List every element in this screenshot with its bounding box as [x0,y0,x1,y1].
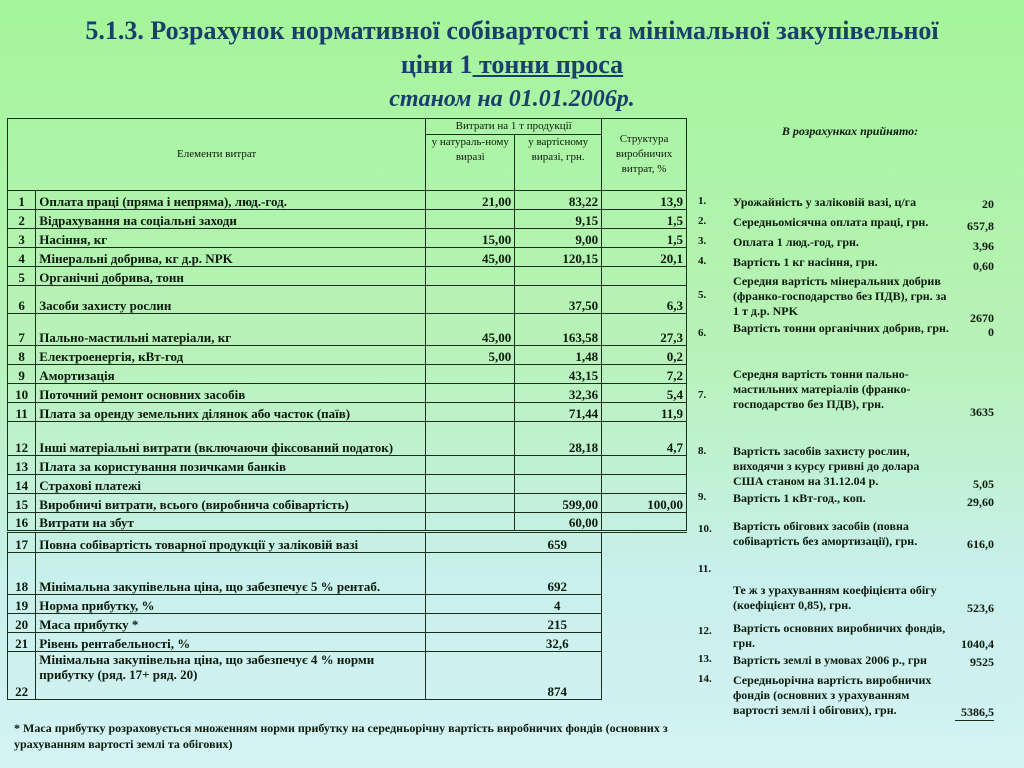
assumption-value: 616,0 [967,537,994,551]
row-natural: 45,00 [426,314,515,346]
assumption-text: Вартість тонни органічних добрив, грн. [733,321,949,335]
table-row [8,652,687,700]
row-number: 15 [8,494,36,513]
table-row [8,403,687,422]
row-percent: 13,9 [602,191,687,210]
row-natural [426,210,515,229]
row-number: 22 [8,652,36,700]
row-name: Витрати на збут [36,513,426,532]
table-row [8,633,687,652]
title-line-2-underlined: тонни проса [472,50,624,79]
assumption-number: 1. [698,195,707,207]
row-value: 163,58 [515,314,602,346]
row-natural [426,475,515,494]
table-row [8,229,687,248]
row-number: 4 [8,248,36,267]
row-name: Пально-мастильні матеріали, кг [36,314,426,346]
assumption-value: 0,60 [973,259,994,273]
assumption-number: 4. [698,255,707,267]
assumption-number: 9. [698,491,707,503]
row-number: 11 [8,403,36,422]
row-value [515,267,602,286]
row-number: 14 [8,475,36,494]
row-value: 28,18 [515,422,602,456]
row-name: Амортизація [36,365,426,384]
table-row [8,553,687,595]
row-value [515,475,602,494]
assumption-value: 29,60 [967,495,994,509]
row-natural [426,384,515,403]
row-natural [426,494,515,513]
row-name: Плата за оренду земельних ділянок або часток (паїв) [36,403,426,422]
row-percent: 5,4 [602,384,687,403]
table-row [8,456,687,475]
row-number: 3 [8,229,36,248]
row-name: Засоби захисту рослин [36,286,426,314]
row-name: Інші матеріальні витрати (включаючи фіксований податок) [36,422,426,456]
row-number: 2 [8,210,36,229]
row-percent [602,267,687,286]
row-name: Рівень рентабельності, % [36,633,426,652]
header-natural: у натураль-ному виразі [426,135,515,191]
row-natural [426,456,515,475]
assumption-text: Середньомісячна оплата праці, грн. [733,215,929,229]
row-number: 13 [8,456,36,475]
row-number: 19 [8,595,36,614]
assumption-value: 1040,4 [961,637,994,651]
row-name: Виробничі витрати, всього (виробнича собівартість) [36,494,426,513]
title-line-2-prefix: ціни 1 [400,50,473,79]
assumption-number: 3. [698,235,707,247]
row-value: 9,00 [515,229,602,248]
row-percent: 0,2 [602,346,687,365]
row-value: 71,44 [515,403,602,422]
assumption-value: 2670 [970,311,994,325]
row-number: 6 [8,286,36,314]
page-title [0,14,1024,82]
assumption-value: 5386,5 [955,705,994,721]
row-name: Повна собівартість товарної продукції у заліковій вазі [36,532,426,553]
assumption-text: Середня вартість тонни пально-мастильних матеріалів (франко-господарство без ПДВ), грн. [733,367,911,411]
assumption-text: Середня вартість мінеральних добрив (франко-господарство без ПДВ), грн. за 1 т д.р. NPK [733,274,947,318]
assumption-number: 12. [698,625,712,637]
cost-table [7,118,687,700]
assumptions-panel [690,118,1010,719]
row-natural: 15,00 [426,229,515,248]
row-number: 1 [8,191,36,210]
row-name: Органічні добрива, тонн [36,267,426,286]
table-row [8,595,687,614]
row-number: 9 [8,365,36,384]
title-line-2 [0,48,1024,82]
assumption-text: Вартість 1 кг насіння, грн. [733,255,878,269]
row-name: Норма прибутку, % [36,595,426,614]
assumption-text: Те ж з урахуванням коефіцієнта обігу (коефіцієнт 0,85), грн. [733,583,937,612]
assumption-number: 5. [698,289,707,301]
assumption-number: 8. [698,445,707,457]
row-name: Плата за користування позичками банків [36,456,426,475]
assumption-number: 7. [698,389,707,401]
header-structure: Структура виробничих витрат, % [602,119,687,191]
row-number: 21 [8,633,36,652]
row-name: Страхові платежі [36,475,426,494]
assumption-text: Оплата 1 люд.-год, грн. [733,235,859,249]
row-value: 692 [426,553,602,595]
assumption-number: 10. [698,523,712,535]
assumption-value: 3635 [970,405,994,419]
assumption-text: Вартість землі в умовах 2006 р., грн [733,653,927,667]
row-percent: 1,5 [602,210,687,229]
row-percent: 27,3 [602,314,687,346]
title-line-1: 5.1.3. Розрахунок нормативної собівартості та мінімальної закупівельної [85,16,939,45]
assumption-text: Середньорічна вартість виробничих фондів (основних з урахуванням вартості землі і обігових), грн. [733,673,932,717]
row-number: 20 [8,614,36,633]
row-value [515,456,602,475]
row-percent: 20,1 [602,248,687,267]
row-name: Насіння, кг [36,229,426,248]
row-value: 4 [426,595,602,614]
row-value: 9,15 [515,210,602,229]
table-row [8,248,687,267]
page-subtitle: станом на 01.01.2006р. [389,86,635,112]
table-row [8,365,687,384]
assumption-value: 523,6 [967,601,994,615]
assumption-value: 9525 [970,655,994,669]
table-row [8,513,687,532]
row-percent [602,475,687,494]
row-value: 32,36 [515,384,602,403]
assumption-text: Урожайність у заліковій вазі, ц/га [733,195,917,209]
row-natural: 45,00 [426,248,515,267]
assumption-text: Вартість обігових засобів (повна собівартість без амортизації), грн. [733,519,918,548]
assumption-number: 13. [698,653,712,665]
row-percent: 1,5 [602,229,687,248]
table-row [8,346,687,365]
assumption-number: 2. [698,215,707,227]
row-value: 37,50 [515,286,602,314]
assumption-text: Вартість засобів захисту рослин, виходячи з курсу гривні до долара США станом на 31.12.04 р. [733,444,920,488]
assumption-number: 6. [698,327,707,339]
row-value: 1,48 [515,346,602,365]
row-value: 60,00 [515,513,602,532]
assumption-text: Вартість 1 кВт-год., коп. [733,491,866,505]
row-percent [602,456,687,475]
row-natural: 5,00 [426,346,515,365]
row-natural: 21,00 [426,191,515,210]
row-number: 5 [8,267,36,286]
table-row [8,614,687,633]
assumptions-heading: В розрахунках прийнято: [781,124,919,138]
row-name: Мінімальна закупівельна ціна, що забезпечує 5 % рентаб. [36,553,426,595]
header-costs-per-ton: Витрати на 1 т продукції [426,119,602,135]
row-number: 16 [8,513,36,532]
row-name: Мінеральні добрива, кг д.р. NPK [36,248,426,267]
table-row [8,494,687,513]
row-value: 83,22 [515,191,602,210]
row-number: 10 [8,384,36,403]
row-number: 18 [8,553,36,595]
table-row [8,475,687,494]
row-value: 874 [426,652,602,700]
row-value: 599,00 [515,494,602,513]
table-row [8,384,687,403]
assumption-value: 20 [982,197,994,211]
assumption-value: 5,05 [973,477,994,491]
row-percent: 6,3 [602,286,687,314]
row-natural [426,365,515,384]
row-number: 17 [8,532,36,553]
row-name: Поточний ремонт основних засобів [36,384,426,403]
assumption-value: 3,96 [973,239,994,253]
row-value: 43,15 [515,365,602,384]
row-percent: 7,2 [602,365,687,384]
assumption-value: 0 [988,325,994,339]
row-percent [602,513,687,532]
row-percent: 100,00 [602,494,687,513]
footnote: * Маса прибутку розраховується множенням норми прибутку на середньорічну вартість виробничих фондів (основних з урахуванням вартості землі та обігових) [14,721,668,751]
table-row [8,210,687,229]
row-natural [426,286,515,314]
row-name: Електроенергія, кВт-год [36,346,426,365]
row-name: Оплата праці (пряма і непряма), люд.-год. [36,191,426,210]
row-number: 7 [8,314,36,346]
row-percent: 11,9 [602,403,687,422]
row-name: Мінімальна закупівельна ціна, що забезпечує 4 % норми прибутку (ряд. 17+ ряд. 20) [36,652,426,700]
assumption-number: 14. [698,673,712,685]
header-elements: Елементи витрат [8,119,426,191]
row-value: 215 [426,614,602,633]
table-row [8,532,687,553]
table-row [8,191,687,210]
row-name: Відрахування на соціальні заходи [36,210,426,229]
assumption-value: 657,8 [967,219,994,233]
row-natural [426,513,515,532]
table-row [8,286,687,314]
row-value: 32,6 [426,633,602,652]
row-number: 8 [8,346,36,365]
row-value: 120,15 [515,248,602,267]
row-natural [426,403,515,422]
assumption-number: 11. [698,563,712,575]
row-percent: 4,7 [602,422,687,456]
table-row [8,314,687,346]
header-value: у вартісному виразі, грн. [515,135,602,191]
row-natural [426,422,515,456]
row-number: 12 [8,422,36,456]
row-value: 659 [426,532,602,553]
table-row [8,422,687,456]
row-natural [426,267,515,286]
row-name: Маса прибутку * [36,614,426,633]
assumption-text: Вартість основних виробничих фондів, грн. [733,621,946,650]
table-row [8,267,687,286]
